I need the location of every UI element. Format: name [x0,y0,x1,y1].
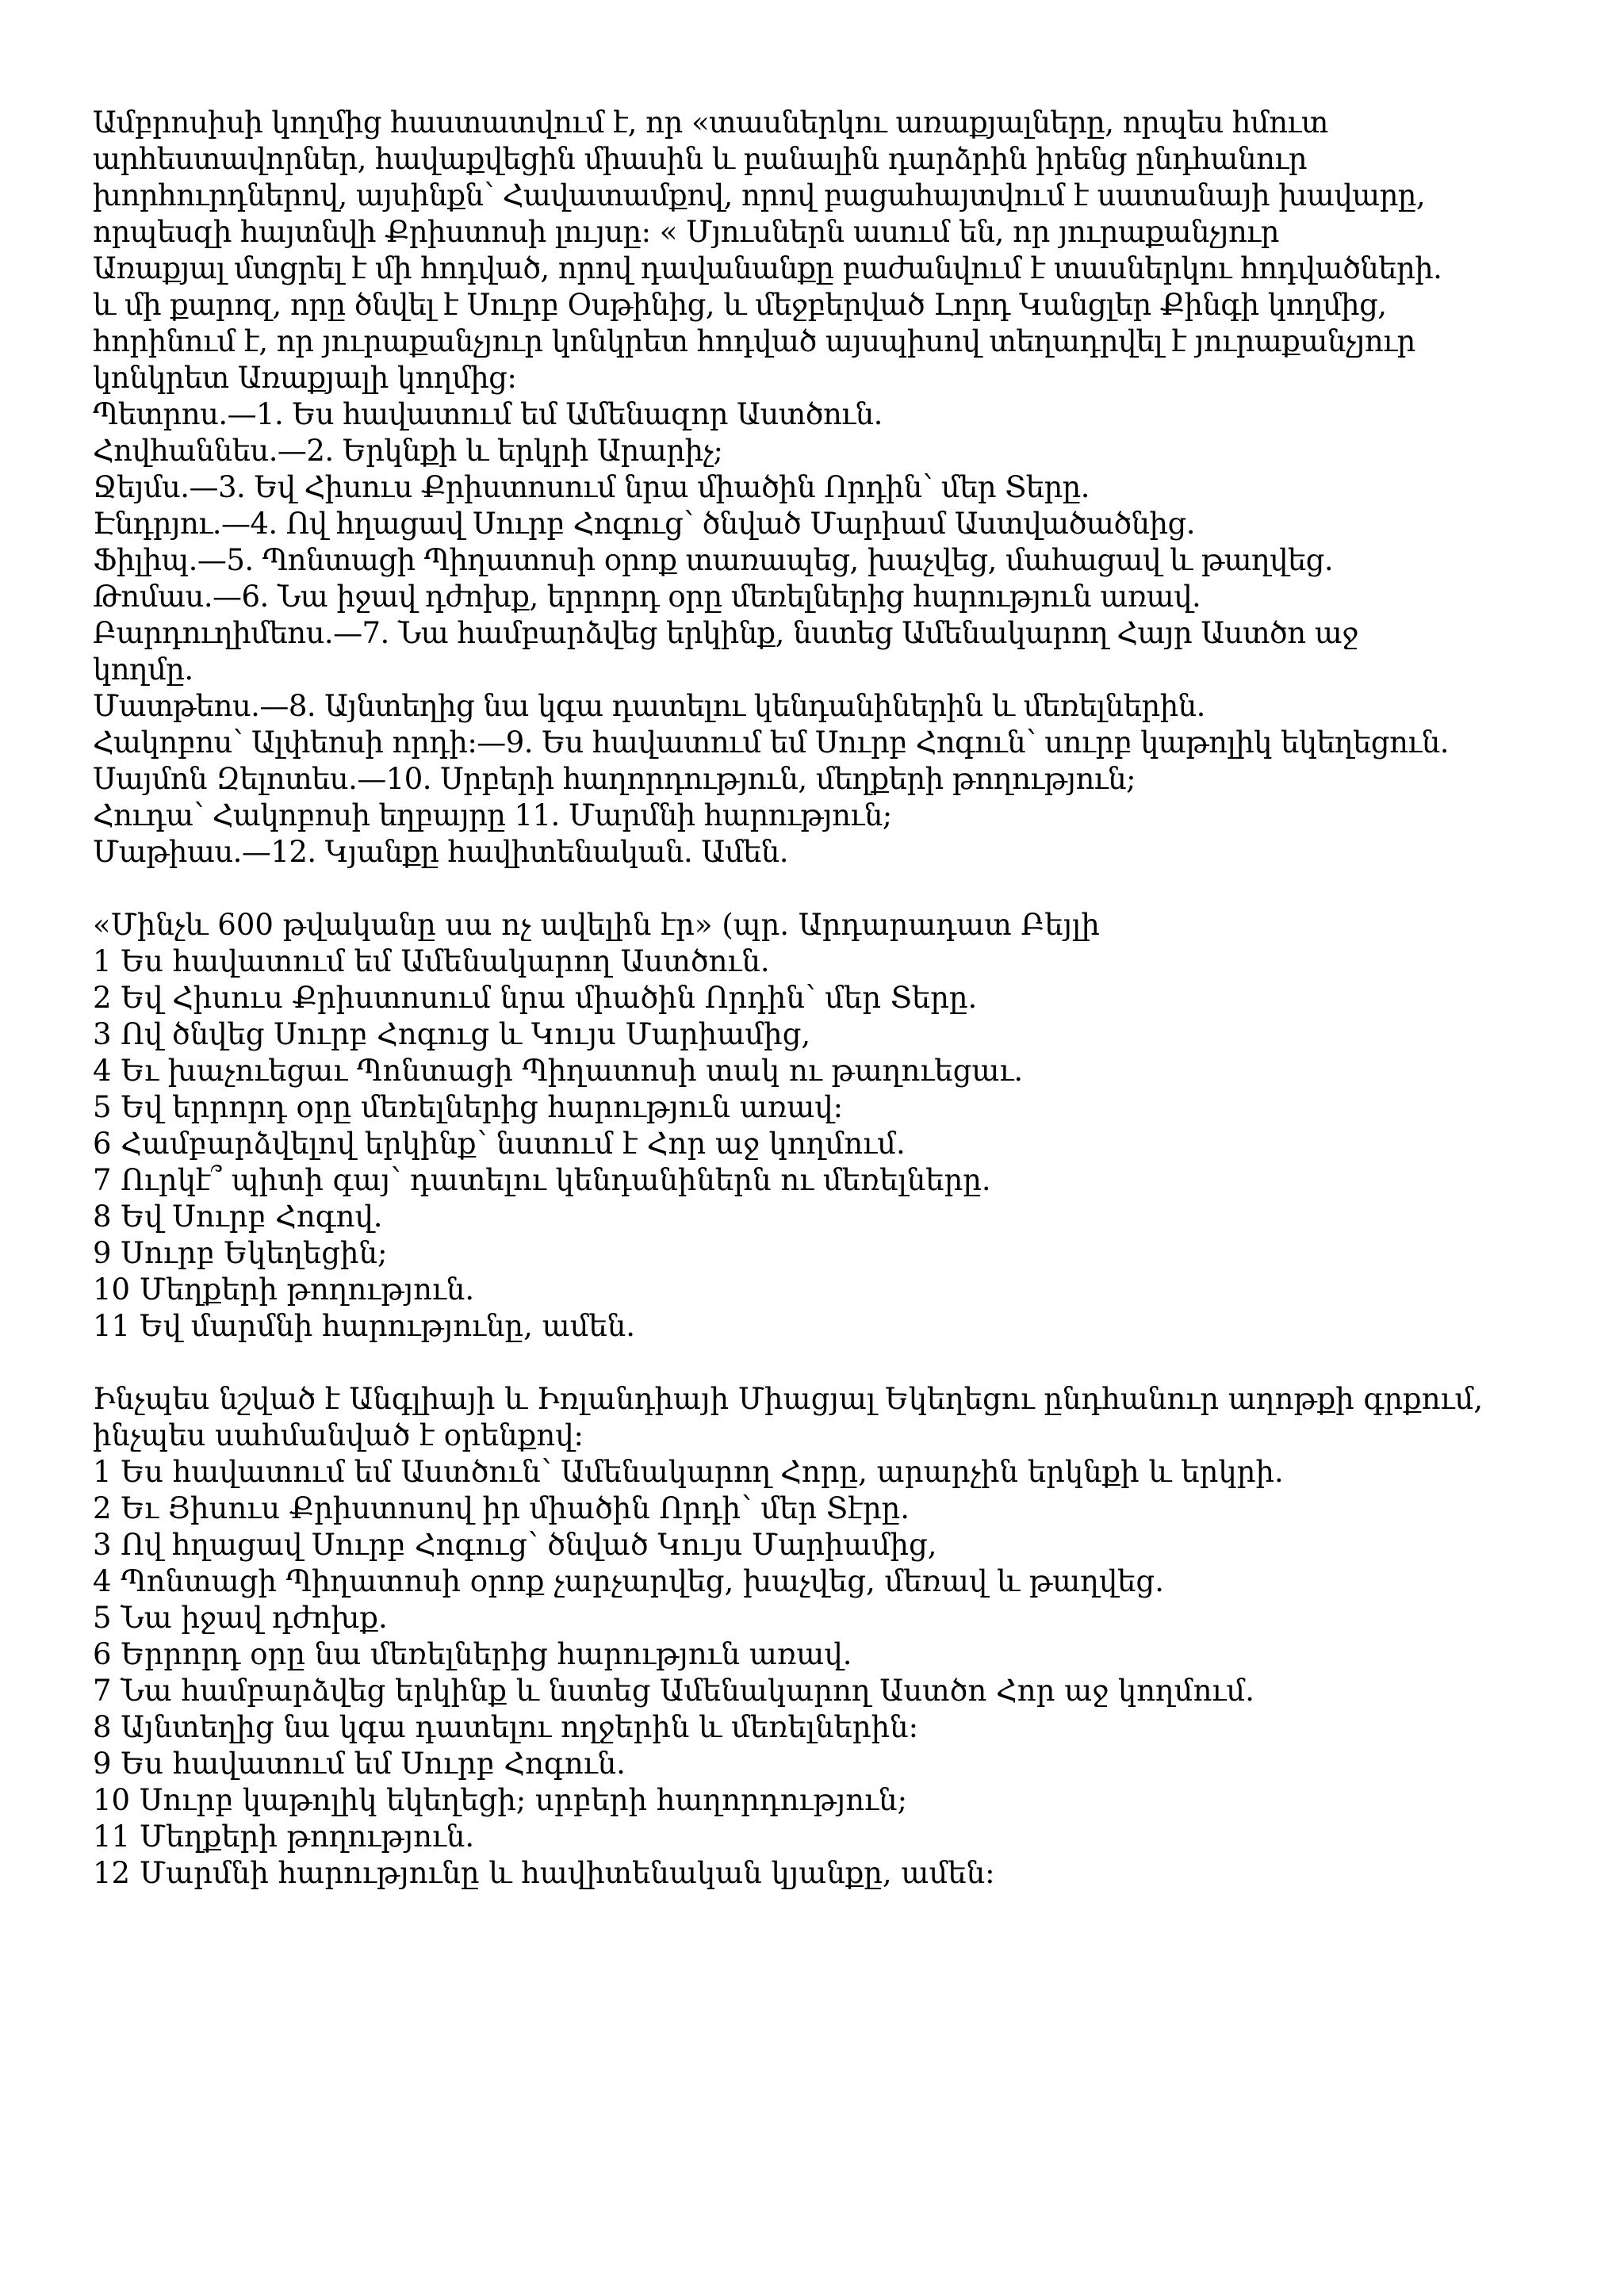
creed-line: 4 Պոնտացի Պիղատոսի օրոք չարչարվեց, խաչվեց, մեռավ և թաղվեց. [93,1564,1164,1598]
intro-line: Ամբրոսիսի կողմից հաստատվում է, որ «տասներկու առաքյալները, որպես հմուտ [93,105,1328,140]
creed-line: 9 Սուրբ Եկեղեցին; [93,1236,388,1270]
old-creed-heading: «Մինչև 600 թվականը սա ոչ ավելին էր» (պր. Արդարադատ Բեյլի [93,908,1100,942]
prayer-book-creed-section [93,1381,1544,1892]
creed-line: 1 Ես հավատում եմ Ամենակարող Աստծուն. [93,944,770,978]
apostle-article-line: Բարդուղիմեոս.—7. Նա համբարձվեց երկինք, նստեց Ամենակարող Հայր Աստծո աջ [93,616,1358,650]
creed-line: 8 Եվ Սուրբ Հոգով. [93,1200,383,1234]
intro-line: հորինում է, որ յուրաքանչյուր կոնկրետ հոդված այսպիսով տեղադրվել է յուրաքանչյուր [93,324,1415,358]
creed-line: 8 Այնտեղից նա կգա դատելու ողջերին և մեռելներին: [93,1710,919,1744]
creed-line: 12 Մարմնի հարությունը և հավիտենական կյանքը, ամեն: [93,1856,995,1890]
creed-line: 10 Սուրբ կաթոլիկ եկեղեցի; սրբերի հաղորդություն; [93,1783,908,1817]
apostle-article-line: կողմը. [93,652,193,687]
apostle-article-line: Սայմոն Զելոտես.—10. Սրբերի հաղորդություն, մեղքերի թողություն; [93,762,1136,796]
creed-line: 11 Մեղքերի թողություն. [93,1820,475,1854]
apostle-article-line: Ջեյմս.—3. Եվ Հիսուս Քրիստոսում նրա միածին Որդին՝ մեր Տերը. [93,470,1090,504]
creed-line: 10 Մեղքերի թողություն. [93,1272,475,1307]
apostle-article-line: Մատթեոս.—8. Այնտեղից նա կգա դատելու կենդանիներին և մեռելներին. [93,689,1205,723]
prayer-book-heading: ինչպես սահմանված է օրենքով: [93,1418,584,1452]
intro-line: որպեսզի հայտնվի Քրիստոսի լույսը: « Մյուսներն ասում են, որ յուրաքանչյուր [93,215,1279,249]
intro-line: խորհուրդներով, այսինքն՝ Հավատամքով, որով բացահայտվում է սատանայի խավարը, [93,178,1426,212]
creed-line: 3 Ով ծնվեց Սուրբ Հոգուց և Կույս Մարիամից, [93,1017,811,1051]
creed-line: 9 Ես հավատում եմ Սուրբ Հոգուն. [93,1747,626,1781]
intro-paragraph [93,105,1544,871]
apostle-article-line: Հուդա՝ Հակոբոսի եղբայրը 11. Մարմնի հարություն; [93,798,892,832]
intro-line: և մի քարոզ, որը ծնվել է Սուրբ Օսթինից, և մեջբերված Լորդ Կանցլեր Քինգի կողմից, [93,288,1387,322]
creed-line: 1 Ես հավատում եմ Աստծուն՝ Ամենակարող Հորը, արարչին երկնքի և երկրի. [93,1455,1284,1489]
creed-line: 5 Եվ երրորդ օրը մեռելներից հարություն առավ: [93,1090,844,1124]
apostle-article-line: Էնդրյու.—4. Ով հղացավ Սուրբ Հոգուց՝ ծնված Մարիամ Աստվածածնից. [93,507,1195,541]
apostle-article-line: Հակոբոս՝ Ալփեոսի որդի:—9. Ես հավատում եմ Սուրբ Հոգուն՝ սուրբ կաթոլիկ եկեղեցուն. [93,725,1449,760]
apostle-article-line: Պետրոս.—1. Ես հավատում եմ Ամենազոր Աստծուն. [93,397,883,431]
creed-line: 11 Եվ մարմնի հարությունը, ամեն. [93,1309,636,1343]
creed-line: 2 Եվ Հիսուս Քրիստոսում նրա միածին Որդին՝ մեր Տերը. [93,981,978,1015]
creed-line: 4 Եւ խաչուեցաւ Պոնտացի Պիղատոսի տակ ու թաղուեցաւ. [93,1054,1024,1088]
apostle-article-line: Մաթիաս.—12. Կյանքը հավիտենական. Ամեն. [93,835,788,869]
intro-line: կոնկրետ Առաքյալի կողմից: [93,361,517,395]
document-page [93,105,1544,1928]
apostle-article-line: Ֆիլիպ.—5. Պոնտացի Պիղատոսի օրոք տառապեց, խաչվեց, մահացավ և թաղվեց. [93,543,1334,577]
intro-line: Առաքյալ մտցրել է մի հոդված, որով դավանանքը բաժանվում է տասներկու հոդվածների. [93,251,1442,285]
creed-line: 5 Նա իջավ դժոխք. [93,1601,388,1635]
apostle-article-line: Թոմաս.—6. Նա իջավ դժոխք, երրորդ օրը մեռելներից հարություն առավ. [93,580,1201,614]
creed-line: 2 Եւ Յիսուս Քրիստոսով իր միածին Որդի՝ մեր Տէրը. [93,1491,910,1525]
creed-line: 7 Ուրկէ՞ պիտի գայ՝ դատելու կենդանիներն ու մեռելները. [93,1163,991,1197]
creed-line: 7 Նա համբարձվեց երկինք և նստեց Ամենակարող Աստծո Հոր աջ կողմում. [93,1674,1254,1708]
creed-line: 6 Համբարձվելով երկինք՝ նստում է Հոր աջ կողմում. [93,1127,906,1161]
prayer-book-heading: Ինչպես նշված է Անգլիայի և Իռլանդիայի Միացյալ Եկեղեցու ընդհանուր աղոթքի գրքում, [93,1382,1484,1416]
intro-line: արհեստավորներ, հավաքվեցին միասին և բանալին դարձրին իրենց ընդհանուր [93,142,1308,176]
creed-line: 6 Երրորդ օրը նա մեռելներից հարություն առավ. [93,1637,852,1671]
old-creed-section [93,907,1544,1345]
creed-line: 3 Ով հղացավ Սուրբ Հոգուց՝ ծնված Կույս Մարիամից, [93,1528,937,1562]
apostle-article-line: Հովհաննես.—2. Երկնքի և երկրի Արարիչ; [93,434,723,468]
